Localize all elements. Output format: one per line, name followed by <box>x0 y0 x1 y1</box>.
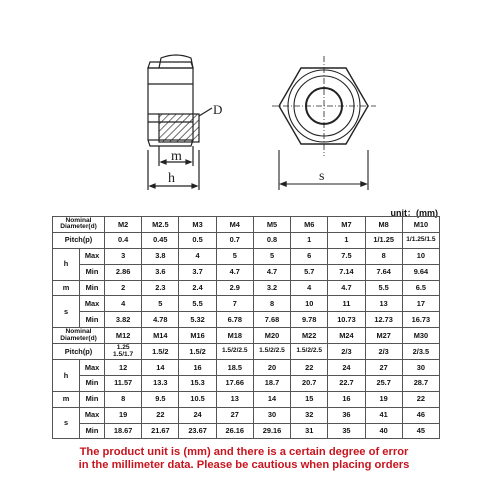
pitch-cell: 1.5/2/2.5 <box>253 344 290 360</box>
m-min-cell: 14 <box>253 391 290 407</box>
min-label: Min <box>80 264 105 280</box>
min-label: Min <box>80 391 105 407</box>
s-max-cell: 30 <box>253 407 290 423</box>
h-min-cell: 7.64 <box>365 264 402 280</box>
s-label: s <box>53 296 80 328</box>
m-min-row <box>53 280 440 296</box>
m-label: m <box>53 280 80 296</box>
h-max-cell: 27 <box>365 360 402 376</box>
s-max-cell: 22 <box>142 407 179 423</box>
h-min-cell: 3.6 <box>142 264 179 280</box>
h-max-cell: 14 <box>142 360 179 376</box>
h-min-row <box>53 264 440 280</box>
size-cell: M12 <box>105 328 142 344</box>
size-cell: M14 <box>142 328 179 344</box>
h-max-cell: 5 <box>216 248 253 264</box>
s-max-row <box>53 296 440 312</box>
size-cell: M3 <box>179 217 216 233</box>
pitch-cell: 0.5 <box>179 232 216 248</box>
h-min-cell: 5.7 <box>291 264 328 280</box>
h-min-cell: 20.7 <box>291 375 328 391</box>
min-label: Min <box>80 375 105 391</box>
notice-line-2: in the millimeter data. Please be cautious when placing orders <box>78 459 410 471</box>
h-max-cell: 22 <box>291 360 328 376</box>
h-min-cell: 17.66 <box>216 375 253 391</box>
nut-technical-drawing <box>0 0 488 200</box>
m-min-cell: 2.3 <box>142 280 179 296</box>
max-label: Max <box>80 296 105 312</box>
pitch-cell: 1.5/2 <box>179 344 216 360</box>
m-min-cell: 4.7 <box>328 280 365 296</box>
pitch-cell: 0.45 <box>142 232 179 248</box>
h-min-cell: 13.3 <box>142 375 179 391</box>
h-min-cell: 3.7 <box>179 264 216 280</box>
s-max-cell: 27 <box>216 407 253 423</box>
h-max-cell: 3 <box>105 248 142 264</box>
h-min-cell: 11.57 <box>105 375 142 391</box>
s-min-cell: 7.68 <box>253 312 290 328</box>
pitch-cell: 0.7 <box>216 232 253 248</box>
m-min-cell: 5.5 <box>365 280 402 296</box>
pitch-cell: 2/3 <box>328 344 365 360</box>
s-max-cell: 7 <box>216 296 253 312</box>
h-min-cell: 4.7 <box>216 264 253 280</box>
unit-label: unit：(mm) <box>390 208 438 218</box>
m-min-cell: 2.4 <box>179 280 216 296</box>
s-max-cell: 46 <box>402 407 439 423</box>
m-min-cell: 16 <box>328 391 365 407</box>
h-label: h <box>53 248 80 280</box>
pitch-cell: 1/1.25/1.5 <box>402 232 439 248</box>
s-min-cell: 45 <box>402 423 439 439</box>
s-max-cell: 17 <box>402 296 439 312</box>
min-label: Min <box>80 312 105 328</box>
s-min-cell: 12.73 <box>365 312 402 328</box>
size-cell: M24 <box>328 328 365 344</box>
size-cell: M22 <box>291 328 328 344</box>
s-min-cell: 31 <box>291 423 328 439</box>
s-max-cell: 4 <box>105 296 142 312</box>
m-label: m <box>53 391 80 407</box>
h-min-cell: 15.3 <box>179 375 216 391</box>
size-cell: M7 <box>328 217 365 233</box>
h-max-cell: 5 <box>253 248 290 264</box>
max-label: Max <box>80 248 105 264</box>
h-min-cell: 4.7 <box>253 264 290 280</box>
label-h: h <box>168 171 175 186</box>
h-min-row <box>53 375 440 391</box>
m-min-cell: 15 <box>291 391 328 407</box>
notice-line-1: The product unit is (mm) and there is a certain degree of error <box>79 446 409 458</box>
label-d: D <box>213 102 223 117</box>
size-row <box>53 328 440 344</box>
spec-table-body <box>53 217 440 439</box>
max-label: Max <box>80 407 105 423</box>
s-min-cell: 35 <box>328 423 365 439</box>
h-min-cell: 28.7 <box>402 375 439 391</box>
pitch-cell: 1.5/2 <box>142 344 179 360</box>
nominal-diameter-label: Nominal Diameter(d) <box>53 328 105 344</box>
pitch-row <box>53 344 440 360</box>
pitch-label: Pitch(p) <box>53 344 105 360</box>
size-cell: M20 <box>253 328 290 344</box>
s-max-cell: 13 <box>365 296 402 312</box>
s-max-cell: 36 <box>328 407 365 423</box>
size-cell: M8 <box>365 217 402 233</box>
min-label: Min <box>80 423 105 439</box>
s-min-cell: 3.82 <box>105 312 142 328</box>
s-min-cell: 5.32 <box>179 312 216 328</box>
s-min-cell: 18.67 <box>105 423 142 439</box>
h-max-cell: 6 <box>291 248 328 264</box>
size-cell: M4 <box>216 217 253 233</box>
h-min-cell: 18.7 <box>253 375 290 391</box>
size-cell: M27 <box>365 328 402 344</box>
s-max-cell: 5.5 <box>179 296 216 312</box>
s-min-cell: 23.67 <box>179 423 216 439</box>
h-min-cell: 25.7 <box>365 375 402 391</box>
s-max-row <box>53 407 440 423</box>
max-label: Max <box>80 360 105 376</box>
size-cell: M5 <box>253 217 290 233</box>
s-min-row <box>53 423 440 439</box>
pitch-cell: 2/3.5 <box>402 344 439 360</box>
s-min-cell: 29.16 <box>253 423 290 439</box>
label-m: m <box>171 149 182 164</box>
h-max-cell: 3.8 <box>142 248 179 264</box>
m-min-cell: 22 <box>402 391 439 407</box>
h-max-cell: 20 <box>253 360 290 376</box>
size-cell: M18 <box>216 328 253 344</box>
h-min-cell: 9.64 <box>402 264 439 280</box>
h-max-cell: 12 <box>105 360 142 376</box>
nominal-diameter-label: Nominal Diameter(d) <box>53 217 105 233</box>
h-max-row <box>53 248 440 264</box>
s-max-cell: 11 <box>328 296 365 312</box>
s-max-cell: 32 <box>291 407 328 423</box>
h-min-cell: 22.7 <box>328 375 365 391</box>
h-max-cell: 4 <box>179 248 216 264</box>
m-min-cell: 19 <box>365 391 402 407</box>
h-max-cell: 10 <box>402 248 439 264</box>
size-cell: M6 <box>291 217 328 233</box>
m-min-cell: 2.9 <box>216 280 253 296</box>
size-cell: M2 <box>105 217 142 233</box>
h-label: h <box>53 360 80 392</box>
h-max-cell: 24 <box>328 360 365 376</box>
pitch-row <box>53 232 440 248</box>
h-max-cell: 7.5 <box>328 248 365 264</box>
m-min-cell: 8 <box>105 391 142 407</box>
pitch-cell: 0.4 <box>105 232 142 248</box>
s-max-cell: 24 <box>179 407 216 423</box>
s-min-cell: 4.78 <box>142 312 179 328</box>
pitch-label: Pitch(p) <box>53 232 105 248</box>
m-min-cell: 2 <box>105 280 142 296</box>
s-max-cell: 10 <box>291 296 328 312</box>
s-max-cell: 8 <box>253 296 290 312</box>
pitch-cell: 1.5/2/2.5 <box>216 344 253 360</box>
h-max-cell: 18.5 <box>216 360 253 376</box>
size-cell: M2.5 <box>142 217 179 233</box>
m-min-row <box>53 391 440 407</box>
m-min-cell: 13 <box>216 391 253 407</box>
h-max-cell: 30 <box>402 360 439 376</box>
m-min-cell: 4 <box>291 280 328 296</box>
s-min-cell: 9.78 <box>291 312 328 328</box>
h-max-cell: 16 <box>179 360 216 376</box>
size-cell: M30 <box>402 328 439 344</box>
m-min-cell: 3.2 <box>253 280 290 296</box>
m-min-cell: 9.5 <box>142 391 179 407</box>
m-min-cell: 6.5 <box>402 280 439 296</box>
h-max-row <box>53 360 440 376</box>
spec-table <box>52 216 440 439</box>
s-min-cell: 16.73 <box>402 312 439 328</box>
s-min-cell: 10.73 <box>328 312 365 328</box>
pitch-cell: 1.5/2/2.5 <box>291 344 328 360</box>
pitch-cell: 2/3 <box>365 344 402 360</box>
size-cell: M16 <box>179 328 216 344</box>
s-min-cell: 6.78 <box>216 312 253 328</box>
pitch-cell: 1/1.25 <box>365 232 402 248</box>
s-min-cell: 26.16 <box>216 423 253 439</box>
s-min-cell: 40 <box>365 423 402 439</box>
side-view <box>148 55 212 190</box>
h-min-cell: 7.14 <box>328 264 365 280</box>
s-max-cell: 5 <box>142 296 179 312</box>
pitch-cell: 1.25 1.5/1.7 <box>105 344 142 360</box>
s-label: s <box>53 407 80 439</box>
m-min-cell: 10.5 <box>179 391 216 407</box>
size-row <box>53 217 440 233</box>
h-min-cell: 2.86 <box>105 264 142 280</box>
size-cell: M10 <box>402 217 439 233</box>
s-min-row <box>53 312 440 328</box>
pitch-cell: 1 <box>328 232 365 248</box>
pitch-cell: 1 <box>291 232 328 248</box>
s-max-cell: 41 <box>365 407 402 423</box>
h-max-cell: 8 <box>365 248 402 264</box>
pitch-cell: 0.8 <box>253 232 290 248</box>
s-min-cell: 21.67 <box>142 423 179 439</box>
min-label: Min <box>80 280 105 296</box>
s-max-cell: 19 <box>105 407 142 423</box>
label-s: s <box>319 169 325 184</box>
